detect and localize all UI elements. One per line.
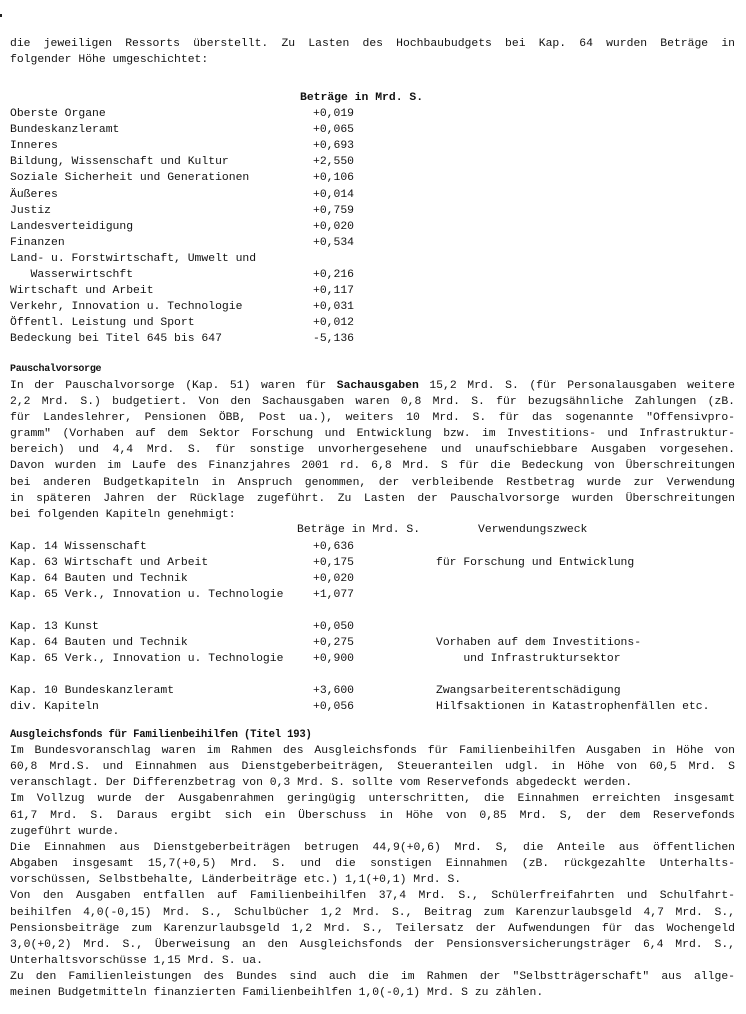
pauschal-line: bereich) und 4,4 Mrd. S. für sonstige unvorhergesehene und unaufschiebbare Ausgaben vorgesehen.	[10, 444, 735, 457]
row-label: Kap. 10 Bundeskanzleramt	[10, 685, 175, 697]
row-label: Wasserwirtschft	[10, 269, 134, 281]
ausgleich-line: Im Bundesvoranschlag waren im Rahmen des Ausgleichsfonds für Familienbeihilfen Ausgaben in Höhe von	[10, 745, 735, 757]
row-value: +0,275	[313, 637, 355, 649]
row-value: +1,077	[313, 589, 355, 601]
row-label: Bedeckung bei Titel 645 bis 647	[10, 333, 222, 346]
row-value: +0,065	[313, 124, 355, 137]
pauschal-line: bei folgenden Kapiteln genehmigt:	[10, 508, 236, 521]
row-value: +0,900	[313, 653, 355, 665]
row-value: +0,106	[313, 172, 355, 185]
ausgleich-line: Die Einnahmen aus Dienstgeberbeiträgen betrugen 44,9(+0,6) Mrd. S, die Anteile aus öffentlichen	[10, 841, 735, 854]
ausgleich-line: 60,8 Mrd.S. und Einnahmen aus Dienstgeberbeiträgen, Steueranteilen udgl. in Höhe von 60,5 Mrd. S	[10, 761, 735, 774]
row-label: Soziale Sicherheit und Generationen	[10, 172, 250, 185]
ausgleich-heading: Ausgleichsfonds für Familienbeihilfen (Titel 193)	[10, 729, 312, 741]
row-value: +0,117	[313, 285, 355, 298]
table2-header-amount: Beträge in Mrd. S.	[297, 524, 421, 536]
row-label: Bundeskanzleramt	[10, 124, 120, 137]
row-label: Inneres	[10, 140, 58, 153]
row-value: +0,636	[313, 541, 355, 553]
ausgleich-line: meinen Budgetmitteln finanzierten Familienbeihlfen 1,0(-0,1) Mrd. S zu zählen.	[10, 987, 544, 1000]
ausgleich-line: Von den Ausgaben entfallen auf Familienbeihilfen 37,4 Mrd. S., Schülerfreifahrten und Schulfahrt-	[10, 890, 735, 903]
row-purpose: Vorhaben auf dem Investitions-	[436, 637, 642, 649]
row-label: Öffentl. Leistung und Sport	[10, 317, 195, 330]
pauschal-line: in späteren Jahren der Rücklage zugeführt. Zu Lasten der Pauschalvorsorge wurden Überschreitungen	[10, 492, 735, 505]
row-label: Land- u. Forstwirtschaft, Umwelt und	[10, 252, 257, 265]
scan-mark	[0, 14, 2, 17]
row-label: Kap. 64 Bauten und Technik	[10, 637, 188, 649]
row-label: Kap. 13 Kunst	[10, 621, 99, 633]
pauschal-text: In der Pauschalvorsorge (Kap. 51) waren für	[10, 380, 337, 392]
row-label: Kap. 14 Wissenschaft	[10, 541, 147, 553]
ausgleich-line: vorschüssen, Selbstbehalte, Länderbeiträge etc.) 1,1(+0,1) Mrd. S.	[10, 874, 462, 887]
row-value: +3,600	[313, 685, 355, 697]
table1-header: Beträge in Mrd. S.	[300, 92, 424, 104]
ausgleich-line: 3,0(+0,2) Mrd. S., Überweisung an den Ausgleichsfonds der Pensionsversicherungsträger 6,4 Mrd. S.,	[10, 938, 735, 951]
ausgleich-line: 61,7 Mrd. S. Daraus ergibt sich ein Überschuss in Höhe von 0,85 Mrd. S, der dem Reservefonds	[10, 809, 735, 822]
intro-line-2: folgender Höhe umgeschichtet:	[10, 54, 209, 66]
row-label: Justiz	[10, 204, 52, 217]
row-label: div. Kapiteln	[10, 701, 99, 713]
pauschal-line-1	[10, 378, 735, 394]
row-value: +0,175	[313, 557, 355, 569]
ausgleich-line: Zu den Familienleistungen des Bundes sind auch die im Rahmen der "Selbstträgerschaft" aus allge-	[10, 971, 735, 984]
row-value: +0,020	[313, 220, 355, 233]
pauschal-line: bei anderen Budgetkapiteln in Anspruch genommen, der verbleibende Restbetrag wurde zur Verwendung	[10, 476, 735, 489]
pauschal-bold-sachausgaben: Sachausgaben	[336, 380, 419, 392]
row-value: -5,136	[313, 333, 355, 346]
row-purpose: und Infrastruktursektor	[436, 653, 621, 665]
table2-header-purpose: Verwendungszweck	[478, 524, 588, 536]
ausgleich-line: veranschlagt. Der Differenzbetrag von 0,3 Mrd. S. sollte vom Reservefonds abgedeckt werden.	[10, 777, 633, 790]
pauschal-line: Davon wurden im Laufe des Finanzjahres 2001 rd. 6,8 Mrd. S für die Bedeckung von Überschreitungen	[10, 460, 735, 473]
row-purpose: für Forschung und Entwicklung	[436, 557, 635, 569]
pauschal-line: 2,2 Mrd. S.) budgetiert. Von den Sachausgaben waren 0,8 Mrd. S. für bezugsähnliche Zahlungen (zB.	[10, 396, 735, 408]
row-label: Finanzen	[10, 236, 65, 249]
row-label: Bildung, Wissenschaft und Kultur	[10, 156, 229, 169]
row-value: +0,014	[313, 188, 355, 201]
ausgleich-line: beihilfen 4,0(-0,15) Mrd. S., Schulbücher 1,2 Mrd. S., Beitrag zum Karenzurlaubsgeld 4,7 Mrd. S.,	[10, 906, 735, 919]
row-value: +0,020	[313, 573, 355, 585]
row-purpose: Zwangsarbeiterentschädigung	[436, 685, 621, 697]
pauschal-text: 15,2 Mrd. S. (für Personalausgaben weitere	[418, 380, 735, 392]
row-label: Äußeres	[10, 188, 58, 201]
row-label: Landesverteidigung	[10, 220, 134, 233]
ausgleich-line: zugeführt wurde.	[10, 825, 120, 838]
row-value: +0,216	[313, 269, 355, 281]
row-value: +2,550	[313, 156, 355, 169]
row-label: Kap. 65 Verk., Innovation u. Technologie	[10, 589, 284, 601]
ausgleich-line: Im Vollzug wurde der Ausgabenrahmen geringügig unterschritten, die Einnahmen erreichten insgesamt	[10, 793, 735, 806]
ausgleich-line: Abgaben insgesamt 15,7(+0,5) Mrd. S. und die sonstigen Einnahmen (zB. rückgezahlte Unterhalts-	[10, 858, 735, 871]
row-label: Kap. 64 Bauten und Technik	[10, 573, 188, 585]
row-label: Kap. 63 Wirtschaft und Arbeit	[10, 557, 209, 569]
pauschal-heading: Pauschalvorsorge	[10, 364, 102, 375]
row-value: +0,693	[313, 140, 355, 153]
ausgleich-line: Unterhaltsvorschüsse 1,15 Mrd. S. ua.	[10, 954, 263, 967]
row-value: +0,759	[313, 204, 355, 217]
row-label: Kap. 65 Verk., Innovation u. Technologie	[10, 653, 284, 665]
row-label: Wirtschaft und Arbeit	[10, 285, 154, 298]
row-value: +0,012	[313, 317, 355, 330]
row-value: +0,019	[313, 108, 355, 120]
row-purpose: Hilfsaktionen in Katastrophenfällen etc.	[436, 701, 710, 713]
row-value: +0,534	[313, 236, 355, 249]
row-label: Oberste Organe	[10, 108, 106, 120]
pauschal-line: gramm" (Vorhaben auf dem Sektor Forschung und Entwicklung bzw. im Investitions- und Infrastruktur-	[10, 428, 735, 441]
row-label: Verkehr, Innovation u. Technologie	[10, 301, 243, 314]
intro-line-1: die jeweiligen Ressorts überstellt. Zu Lasten des Hochbaubudgets bei Kap. 64 wurden Beträge in	[10, 38, 735, 50]
ausgleich-line: Pensionsbeiträge zum Karenzurlaubsgeld 1,2 Mrd. S., Teilersatz der Aufwendungen für das Wochengeld	[10, 922, 735, 935]
pauschal-line: für Landeslehrer, Pensionen ÖBB, Post ua.), weiters 10 Mrd. S. für das sogenannte "Offensivpro-	[10, 412, 735, 425]
row-value: +0,050	[313, 621, 355, 633]
row-value: +0,056	[313, 701, 355, 713]
row-value: +0,031	[313, 301, 355, 314]
